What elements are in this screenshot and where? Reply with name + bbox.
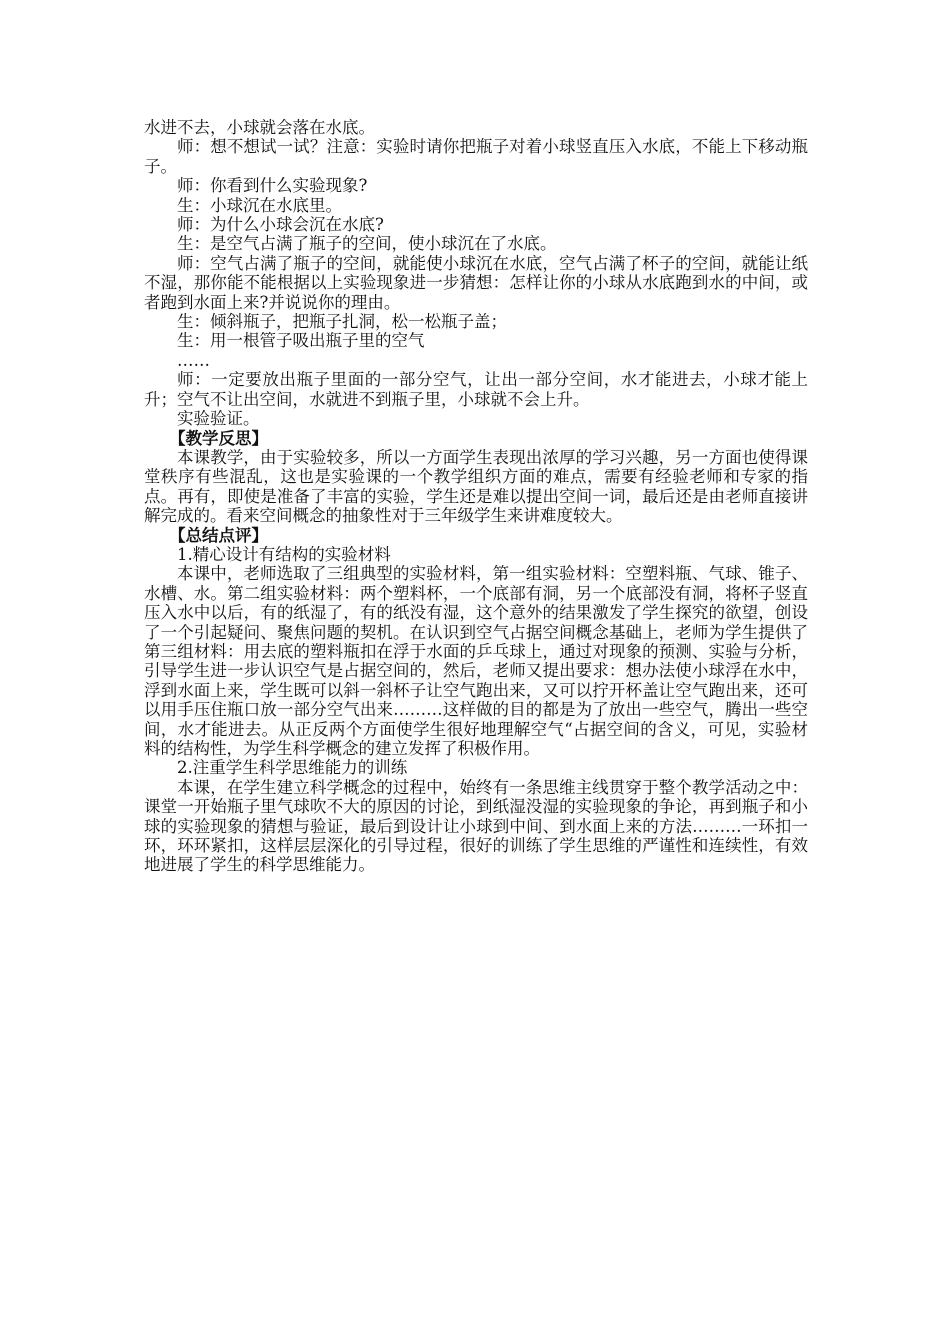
paragraph: 师：空气占满了瓶子的空间，就能使小球沉在水底，空气占满了杯子的空间，就能让纸不湿，那你能不能根据以上实验现象进一步猜想：怎样让你的小球从水底跑到水的中间，或者跑到水面上来?并说说你的理由。 [144,253,808,312]
paragraph: 生：小球沉在水底里。 [177,195,342,215]
paragraph: 本课教学，由于实验较多，所以一方面学生表现出浓厚的学习兴趣，另一方面也使得课堂秩序有些混乱，这也是实验课的一个教学组织方面的难点，需要有经验老师和专家的指点。再有，即使是准备了丰富的实验，学生还是难以提出空间一词，最后还是由老师直接讲解完成的。看来空间概念的抽象性对于三年级学生来讲难度较大。 [144,447,808,526]
paragraph: 生：用一根管子吸出瓶子里的空气 [177,331,425,351]
paragraph: 生：是空气占满了瓶子的空间，使小球沉在了水底。 [177,234,557,254]
paragraph: 师：想不想试一试？注意：实验时请你把瓶子对着小球竖直压入水底，不能上下移动瓶子。 [144,137,808,176]
paragraph: 本课，在学生建立科学概念的过程中，始终有一条思维主线贯穿于整个教学活动之中：课堂一开始瓶子里气球吹不大的原因的讨论，到纸湿没湿的实验现象的争论，再到瓶子和小球的实验现象的猜想与验证，最后到设计让小球到中间、到水面上来的方法………一环扣一环，环环紧扣，这样层层深化的引导过程，很好的训练了学生思维的严谨性和连续性，有效地进展了学生的科学思维能力。 [144,777,808,875]
section-heading-summary: 【总结点评】 [169,525,268,545]
subheading: 1.精心设计有结构的实验材料 [177,544,391,564]
paragraph: 实验验证。 [177,409,260,429]
document-body [144,118,808,875]
paragraph: 本课中，老师选取了三组典型的实验材料，第一组实验材料：空塑料瓶、气球、锥子、水槽、水。第二组实验材料：两个塑料杯，一个底部有洞，另一个底部没有洞，将杯子竖直压入水中以后，有的纸湿了，有的纸没有湿，这个意外的结果激发了学生探究的欲望，创设了一个引起疑问、聚焦问题的契机。在认识到空气占据空间概念基础上，老师为学生提供了第三组材料：用去底的塑料瓶扣在浮于水面的乒乓球上，通过对现象的预测、实验与分析，引导学生进一步认识空气是占据空间的，然后，老师又提出要求：想办法使小球浮在水中，浮到水面上来，学生既可以斜一斜杯子让空气跑出来，又可以拧开杯盖让空气跑出来，还可以用手压住瓶口放一部分空气出来………这样做的目的都是为了放出一些空气，腾出一些空间，水才能进去。从正反两个方面使学生很好地理解空气“占据空间的含义，可见，实验材料的结构性，为学生科学概念的建立发挥了积极作用。 [144,564,808,758]
paragraph: 生：倾斜瓶子，把瓶子扎洞，松一松瓶子盖； [177,312,507,332]
paragraph: 师：一定要放出瓶子里面的一部分空气，让出一部分空间，水才能进去，小球才能上升；空气不让出空间，水就进不到瓶子里，小球就不会上升。 [144,370,808,409]
paragraph: 师：为什么小球会沉在水底? [177,215,384,235]
paragraph: 师：你看到什么实验现象? [177,176,368,196]
paragraph: 水进不去，小球就会落在水底。 [144,118,375,137]
subheading: 2.注重学生科学思维能力的训练 [177,758,408,778]
section-heading-reflection: 【教学反思】 [169,428,268,448]
ellipsis-line: …… [177,350,210,370]
